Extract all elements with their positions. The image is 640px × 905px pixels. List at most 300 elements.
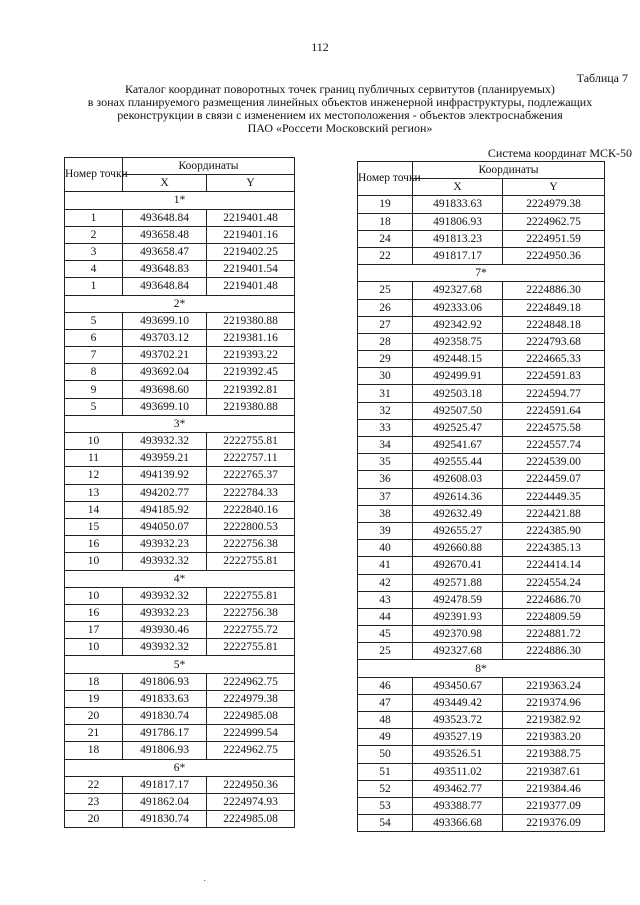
table-row	[65, 742, 295, 759]
x-coordinate-cell: 493699.10	[123, 312, 207, 329]
table-row	[65, 725, 295, 742]
y-coordinate-cell: 2222840.16	[207, 501, 295, 518]
y-coordinate-cell: 2219401.48	[207, 278, 295, 295]
y-coordinate-cell: 2219388.75	[503, 746, 605, 763]
table-row	[65, 209, 295, 226]
table-row	[358, 471, 605, 488]
point-number-cell: 42	[358, 574, 413, 591]
x-coordinate-cell: 491830.74	[123, 708, 207, 725]
group-label: 7*	[358, 265, 605, 282]
y-coordinate-cell: 2224985.08	[207, 708, 295, 725]
y-coordinate-cell: 2219363.24	[503, 677, 605, 694]
x-coordinate-cell: 492571.88	[413, 574, 503, 591]
table-row	[358, 540, 605, 557]
table-row	[65, 243, 295, 260]
group-row	[65, 192, 295, 209]
x-coordinate-cell: 493462.77	[413, 780, 503, 797]
y-coordinate-cell: 2222765.37	[207, 467, 295, 484]
table-row	[65, 450, 295, 467]
y-coordinate-cell: 2222755.72	[207, 622, 295, 639]
x-coordinate-cell: 491862.04	[123, 793, 207, 810]
y-coordinate-cell: 2222755.81	[207, 553, 295, 570]
point-number-cell: 19	[65, 690, 123, 707]
point-number-cell: 45	[358, 626, 413, 643]
x-coordinate-cell: 492555.44	[413, 454, 503, 471]
table-row	[358, 351, 605, 368]
point-number-cell: 49	[358, 729, 413, 746]
x-coordinate-cell: 493388.77	[413, 797, 503, 814]
x-coordinate-cell: 491813.23	[413, 230, 503, 247]
x-coordinate-cell: 493648.84	[123, 278, 207, 295]
point-number-cell: 52	[358, 780, 413, 797]
point-number-cell: 13	[65, 484, 123, 501]
point-number-cell: 18	[65, 742, 123, 759]
y-coordinate-cell: 2224979.38	[207, 690, 295, 707]
page-number: 112	[311, 40, 329, 54]
y-coordinate-cell: 2224809.59	[503, 608, 605, 625]
y-coordinate-cell: 2219402.25	[207, 243, 295, 260]
table-row	[65, 793, 295, 810]
x-coordinate-cell: 492342.92	[413, 316, 503, 333]
group-label: 1*	[65, 192, 295, 209]
x-coordinate-cell: 492478.59	[413, 591, 503, 608]
x-coordinate-cell: 492541.67	[413, 437, 503, 454]
table-row	[358, 385, 605, 402]
x-coordinate-cell: 493932.32	[123, 639, 207, 656]
point-number-cell: 16	[65, 604, 123, 621]
group-row	[65, 295, 295, 312]
group-label: 6*	[65, 759, 295, 776]
table-row	[65, 690, 295, 707]
y-coordinate-cell: 2224849.18	[503, 299, 605, 316]
y-coordinate-cell: 2224591.83	[503, 368, 605, 385]
table-row	[358, 591, 605, 608]
group-label: 2*	[65, 295, 295, 312]
y-coordinate-cell: 2224950.36	[207, 776, 295, 793]
x-coordinate-cell: 492327.68	[413, 282, 503, 299]
point-number-cell: 19	[358, 196, 413, 213]
table-row	[358, 557, 605, 574]
point-number-cell: 10	[65, 639, 123, 656]
y-coordinate-cell: 2224979.38	[503, 196, 605, 213]
point-number-cell: 17	[65, 622, 123, 639]
table-row	[358, 763, 605, 780]
heading-line: реконструкции в связи с изменением их местоположения - объектов электроснабжения	[117, 108, 563, 122]
header-coordinates: Координаты	[123, 158, 295, 175]
point-number-cell: 51	[358, 763, 413, 780]
x-coordinate-cell: 492327.68	[413, 643, 503, 660]
table-row	[358, 316, 605, 333]
table-row	[358, 437, 605, 454]
x-coordinate-cell: 491817.17	[123, 776, 207, 793]
x-coordinate-cell: 491830.74	[123, 811, 207, 828]
point-number-cell: 4	[65, 261, 123, 278]
x-coordinate-cell: 492614.36	[413, 488, 503, 505]
y-coordinate-cell: 2224999.54	[207, 725, 295, 742]
y-coordinate-cell: 2224974.93	[207, 793, 295, 810]
x-coordinate-cell: 491806.93	[123, 742, 207, 759]
table-row	[358, 454, 605, 471]
group-label: 3*	[65, 415, 295, 432]
point-number-cell: 50	[358, 746, 413, 763]
y-coordinate-cell: 2224886.30	[503, 282, 605, 299]
table-row	[65, 484, 295, 501]
y-coordinate-cell: 2219383.20	[503, 729, 605, 746]
point-number-cell: 48	[358, 712, 413, 729]
group-row	[358, 660, 605, 677]
point-number-cell: 25	[358, 282, 413, 299]
group-row	[65, 570, 295, 587]
x-coordinate-cell: 492670.41	[413, 557, 503, 574]
point-number-cell: 1	[65, 278, 123, 295]
table-row	[358, 780, 605, 797]
point-number-cell: 23	[65, 793, 123, 810]
header-coordinates: Координаты	[413, 162, 605, 179]
y-coordinate-cell: 2219401.54	[207, 261, 295, 278]
point-number-cell: 22	[358, 247, 413, 264]
x-coordinate-cell: 493526.51	[413, 746, 503, 763]
heading-line: Каталог координат поворотных точек границ публичных сервитутов (планируемых)	[125, 82, 555, 96]
y-coordinate-cell: 2222800.53	[207, 518, 295, 535]
table-row	[358, 522, 605, 539]
group-label: 5*	[65, 656, 295, 673]
y-coordinate-cell: 2219380.88	[207, 398, 295, 415]
heading-line: в зонах планируемого размещения линейных объектов инженерной инфраструктуры, подлежащих	[87, 95, 593, 109]
table-row	[65, 329, 295, 346]
group-row	[65, 759, 295, 776]
x-coordinate-cell: 493699.10	[123, 398, 207, 415]
header-y: Y	[503, 179, 605, 196]
table-row	[358, 213, 605, 230]
table-row	[358, 505, 605, 522]
table-row	[358, 230, 605, 247]
point-number-cell: 16	[65, 536, 123, 553]
x-coordinate-cell: 493932.32	[123, 553, 207, 570]
point-number-cell: 18	[358, 213, 413, 230]
point-number-cell: 5	[65, 312, 123, 329]
table-row	[65, 398, 295, 415]
table-row	[358, 677, 605, 694]
y-coordinate-cell: 2219377.09	[503, 797, 605, 814]
x-coordinate-cell: 493648.83	[123, 261, 207, 278]
table-row	[65, 587, 295, 604]
y-coordinate-cell: 2222755.81	[207, 433, 295, 450]
table-row	[65, 708, 295, 725]
x-coordinate-cell: 492358.75	[413, 333, 503, 350]
table-row	[358, 402, 605, 419]
point-number-cell: 10	[65, 433, 123, 450]
table-row	[358, 247, 605, 264]
table-row	[65, 639, 295, 656]
point-number-cell: 54	[358, 815, 413, 832]
y-coordinate-cell: 2224414.14	[503, 557, 605, 574]
x-coordinate-cell: 492503.18	[413, 385, 503, 402]
y-coordinate-cell: 2224962.75	[207, 673, 295, 690]
coordinates-table-left	[64, 157, 295, 828]
y-coordinate-cell: 2224554.24	[503, 574, 605, 591]
x-coordinate-cell: 492525.47	[413, 419, 503, 436]
table-row	[358, 746, 605, 763]
x-coordinate-cell: 494202.77	[123, 484, 207, 501]
y-coordinate-cell: 2224557.74	[503, 437, 605, 454]
table-row	[358, 196, 605, 213]
x-coordinate-cell: 491833.63	[413, 196, 503, 213]
point-number-cell: 41	[358, 557, 413, 574]
x-coordinate-cell: 493698.60	[123, 381, 207, 398]
y-coordinate-cell: 2224950.36	[503, 247, 605, 264]
y-coordinate-cell: 2219393.22	[207, 347, 295, 364]
table-row	[358, 694, 605, 711]
point-number-cell: 10	[65, 553, 123, 570]
x-coordinate-cell: 491786.17	[123, 725, 207, 742]
table-row	[65, 518, 295, 535]
x-coordinate-cell: 493366.68	[413, 815, 503, 832]
point-number-cell: 43	[358, 591, 413, 608]
table-body-left	[65, 192, 295, 828]
y-coordinate-cell: 2219392.81	[207, 381, 295, 398]
point-number-cell: 15	[65, 518, 123, 535]
y-coordinate-cell: 2224421.88	[503, 505, 605, 522]
point-number-cell: 38	[358, 505, 413, 522]
table-row	[65, 622, 295, 639]
x-coordinate-cell: 492370.98	[413, 626, 503, 643]
x-coordinate-cell: 493450.67	[413, 677, 503, 694]
x-coordinate-cell: 492333.06	[413, 299, 503, 316]
x-coordinate-cell: 494185.92	[123, 501, 207, 518]
y-coordinate-cell: 2224539.00	[503, 454, 605, 471]
header-y: Y	[207, 175, 295, 192]
point-number-cell: 21	[65, 725, 123, 742]
table-row	[358, 419, 605, 436]
coordinates-table-right	[357, 161, 605, 832]
table-row	[358, 643, 605, 660]
table-row	[65, 811, 295, 828]
point-number-cell: 22	[65, 776, 123, 793]
point-number-cell: 24	[358, 230, 413, 247]
x-coordinate-cell: 493932.32	[123, 587, 207, 604]
group-label: 8*	[358, 660, 605, 677]
y-coordinate-cell: 2224985.08	[207, 811, 295, 828]
point-number-cell: 30	[358, 368, 413, 385]
point-number-cell: 31	[358, 385, 413, 402]
y-coordinate-cell: 2224385.13	[503, 540, 605, 557]
point-number-cell: 14	[65, 501, 123, 518]
bottom-mark: ·	[203, 876, 207, 887]
x-coordinate-cell: 493527.19	[413, 729, 503, 746]
y-coordinate-cell: 2222755.81	[207, 587, 295, 604]
point-number-cell: 34	[358, 437, 413, 454]
y-coordinate-cell: 2224385.90	[503, 522, 605, 539]
table-row	[65, 673, 295, 690]
x-coordinate-cell: 493702.21	[123, 347, 207, 364]
point-number-cell: 11	[65, 450, 123, 467]
y-coordinate-cell: 2219376.09	[503, 815, 605, 832]
x-coordinate-cell: 493932.23	[123, 604, 207, 621]
table-row	[65, 501, 295, 518]
x-coordinate-cell: 491817.17	[413, 247, 503, 264]
point-number-cell: 1	[65, 209, 123, 226]
y-coordinate-cell: 2219380.88	[207, 312, 295, 329]
header-point-number: Номер точки	[65, 158, 123, 192]
table-body-right	[358, 196, 605, 832]
x-coordinate-cell: 493449.42	[413, 694, 503, 711]
table-heading	[60, 83, 620, 135]
table-row	[65, 226, 295, 243]
y-coordinate-cell: 2219382.92	[503, 712, 605, 729]
point-number-cell: 18	[65, 673, 123, 690]
y-coordinate-cell: 2224881.72	[503, 626, 605, 643]
header-x: X	[413, 179, 503, 196]
point-number-cell: 36	[358, 471, 413, 488]
group-row	[358, 265, 605, 282]
y-coordinate-cell: 2224848.18	[503, 316, 605, 333]
table-row	[65, 364, 295, 381]
point-number-cell: 6	[65, 329, 123, 346]
point-number-cell: 53	[358, 797, 413, 814]
x-coordinate-cell: 492391.93	[413, 608, 503, 625]
point-number-cell: 47	[358, 694, 413, 711]
y-coordinate-cell: 2219401.48	[207, 209, 295, 226]
y-coordinate-cell: 2224686.70	[503, 591, 605, 608]
point-number-cell: 27	[358, 316, 413, 333]
point-number-cell: 12	[65, 467, 123, 484]
table-row	[358, 574, 605, 591]
table-row	[358, 729, 605, 746]
point-number-cell: 29	[358, 351, 413, 368]
point-number-cell: 33	[358, 419, 413, 436]
x-coordinate-cell: 493658.47	[123, 243, 207, 260]
point-number-cell: 7	[65, 347, 123, 364]
table-row	[358, 488, 605, 505]
x-coordinate-cell: 492499.91	[413, 368, 503, 385]
x-coordinate-cell: 492660.88	[413, 540, 503, 557]
table-label: Таблица 7	[576, 71, 628, 85]
x-coordinate-cell: 491806.93	[413, 213, 503, 230]
table-row	[358, 368, 605, 385]
table-row	[65, 261, 295, 278]
x-coordinate-cell: 493930.46	[123, 622, 207, 639]
y-coordinate-cell: 2224962.75	[207, 742, 295, 759]
table-row	[358, 282, 605, 299]
x-coordinate-cell: 491833.63	[123, 690, 207, 707]
point-number-cell: 25	[358, 643, 413, 660]
x-coordinate-cell: 493959.21	[123, 450, 207, 467]
y-coordinate-cell: 2219381.16	[207, 329, 295, 346]
heading-line: ПАО «Россети Московский регион»	[247, 121, 433, 135]
x-coordinate-cell: 492507.50	[413, 402, 503, 419]
y-coordinate-cell: 2224449.35	[503, 488, 605, 505]
y-coordinate-cell: 2224793.68	[503, 333, 605, 350]
point-number-cell: 9	[65, 381, 123, 398]
point-number-cell: 40	[358, 540, 413, 557]
point-number-cell: 5	[65, 398, 123, 415]
y-coordinate-cell: 2222784.33	[207, 484, 295, 501]
x-coordinate-cell: 493932.23	[123, 536, 207, 553]
table-row	[358, 797, 605, 814]
x-coordinate-cell: 493648.84	[123, 209, 207, 226]
x-coordinate-cell: 494139.92	[123, 467, 207, 484]
y-coordinate-cell: 2224962.75	[503, 213, 605, 230]
point-number-cell: 37	[358, 488, 413, 505]
x-coordinate-cell: 493523.72	[413, 712, 503, 729]
table-row	[358, 815, 605, 832]
x-coordinate-cell: 493511.02	[413, 763, 503, 780]
y-coordinate-cell: 2222757.11	[207, 450, 295, 467]
point-number-cell: 2	[65, 226, 123, 243]
point-number-cell: 44	[358, 608, 413, 625]
x-coordinate-cell: 493932.32	[123, 433, 207, 450]
x-coordinate-cell: 492632.49	[413, 505, 503, 522]
point-number-cell: 39	[358, 522, 413, 539]
y-coordinate-cell: 2222756.38	[207, 604, 295, 621]
x-coordinate-cell: 492448.15	[413, 351, 503, 368]
y-coordinate-cell: 2219392.45	[207, 364, 295, 381]
x-coordinate-cell: 494050.07	[123, 518, 207, 535]
point-number-cell: 10	[65, 587, 123, 604]
group-label: 4*	[65, 570, 295, 587]
table-row	[358, 626, 605, 643]
y-coordinate-cell: 2224951.59	[503, 230, 605, 247]
table-row	[65, 536, 295, 553]
table-row	[358, 299, 605, 316]
y-coordinate-cell: 2224665.33	[503, 351, 605, 368]
y-coordinate-cell: 2224591.64	[503, 402, 605, 419]
table-row	[358, 608, 605, 625]
group-row	[65, 415, 295, 432]
table-row	[65, 604, 295, 621]
header-point-number: Номер точки	[358, 162, 413, 196]
table-row	[358, 333, 605, 350]
table-row	[65, 553, 295, 570]
point-number-cell: 35	[358, 454, 413, 471]
table-row	[65, 381, 295, 398]
table-row	[65, 433, 295, 450]
y-coordinate-cell: 2219384.46	[503, 780, 605, 797]
point-number-cell: 8	[65, 364, 123, 381]
point-number-cell: 28	[358, 333, 413, 350]
table-row	[65, 467, 295, 484]
y-coordinate-cell: 2222756.38	[207, 536, 295, 553]
table-row	[358, 712, 605, 729]
x-coordinate-cell: 491806.93	[123, 673, 207, 690]
point-number-cell: 20	[65, 708, 123, 725]
coordinate-system-label: Система координат МСК-50	[487, 146, 632, 160]
table-row	[65, 312, 295, 329]
y-coordinate-cell: 2219387.61	[503, 763, 605, 780]
y-coordinate-cell: 2224575.58	[503, 419, 605, 436]
y-coordinate-cell: 2224886.30	[503, 643, 605, 660]
x-coordinate-cell: 493703.12	[123, 329, 207, 346]
x-coordinate-cell: 492655.27	[413, 522, 503, 539]
table-row	[65, 347, 295, 364]
y-coordinate-cell: 2224594.77	[503, 385, 605, 402]
x-coordinate-cell: 492608.03	[413, 471, 503, 488]
x-coordinate-cell: 493658.48	[123, 226, 207, 243]
point-number-cell: 3	[65, 243, 123, 260]
point-number-cell: 32	[358, 402, 413, 419]
point-number-cell: 46	[358, 677, 413, 694]
table-row	[65, 776, 295, 793]
y-coordinate-cell: 2224459.07	[503, 471, 605, 488]
header-x: X	[123, 175, 207, 192]
table-row	[65, 278, 295, 295]
y-coordinate-cell: 2219374.96	[503, 694, 605, 711]
point-number-cell: 26	[358, 299, 413, 316]
y-coordinate-cell: 2219401.16	[207, 226, 295, 243]
point-number-cell: 20	[65, 811, 123, 828]
group-row	[65, 656, 295, 673]
x-coordinate-cell: 493692.04	[123, 364, 207, 381]
